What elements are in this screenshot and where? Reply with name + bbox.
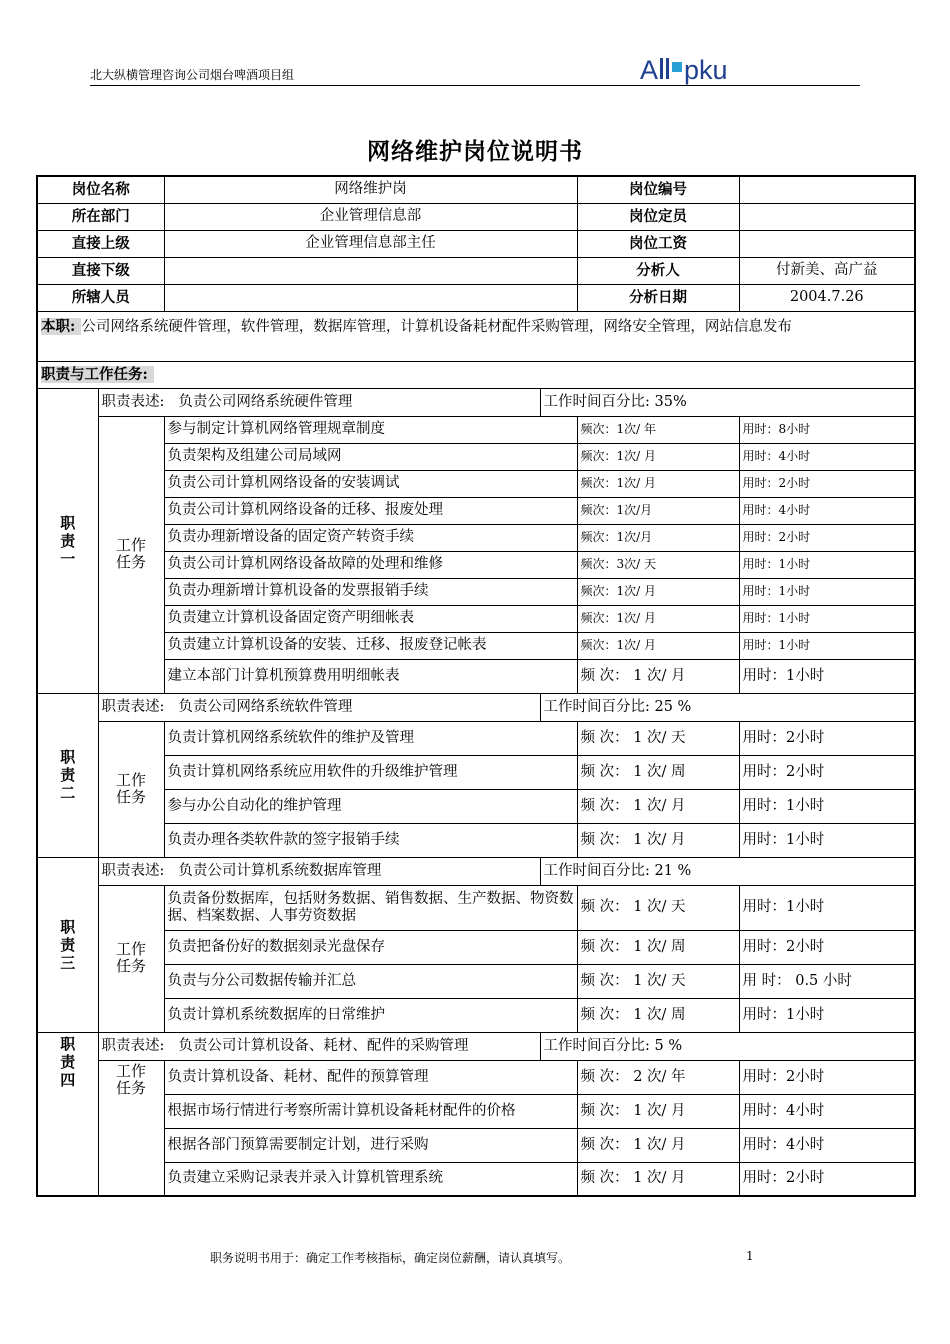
task-row (37, 443, 915, 470)
work-task-label-text: 工作任务 (115, 1061, 146, 1097)
task-duration: 用时：4小时 (739, 1128, 915, 1162)
work-task-label (98, 721, 164, 857)
task-description: 负责办理各类软件款的签字报销手续 (164, 823, 577, 857)
info-value (164, 257, 577, 284)
info-row (37, 176, 915, 203)
duty-desc-row (37, 1032, 915, 1060)
task-description: 负责公司计算机网络设备的安装调试 (164, 470, 577, 497)
info-row (37, 257, 915, 284)
duty-description (98, 693, 540, 721)
task-description: 负责建立采购记录表并录入计算机管理系统 (164, 1162, 577, 1196)
duty-name-text: 职责三 (60, 917, 76, 972)
task-frequency: 频 次： 1 次/ 月 (577, 1094, 739, 1128)
info-value (739, 230, 915, 257)
duty-description (98, 388, 540, 416)
task-description: 负责办理新增计算机设备的发票报销手续 (164, 578, 577, 605)
allpku-logo (638, 52, 753, 88)
work-task-label (98, 885, 164, 1032)
job-description-table (36, 175, 916, 1197)
task-row (37, 1094, 915, 1128)
duty-name-text: 职责四 (60, 1034, 76, 1089)
info-value: 付新美、高广益 (739, 257, 915, 284)
task-row (37, 823, 915, 857)
duty-name-text: 职责一 (60, 513, 76, 568)
task-description: 负责与分公司数据传输并汇总 (164, 964, 577, 998)
info-row (37, 203, 915, 230)
task-row (37, 964, 915, 998)
task-frequency: 频 次： 1 次/ 天 (577, 721, 739, 755)
document-title: 网络维护岗位说明书 (367, 138, 583, 165)
task-frequency: 频次：1次/ 月 (577, 605, 739, 632)
section-label: 职责与工作任务: (41, 366, 154, 383)
task-duration: 用时：1小时 (739, 578, 915, 605)
task-frequency: 频次：1次/ 月 (577, 632, 739, 659)
task-duration: 用 时： 0.5 小时 (739, 964, 915, 998)
task-frequency: 频 次： 1 次/ 月 (577, 823, 739, 857)
summary-label: 本职: (41, 318, 81, 335)
task-frequency: 频 次： 1 次/ 周 (577, 755, 739, 789)
info-value (164, 284, 577, 311)
task-row (37, 578, 915, 605)
task-frequency: 频 次： 2 次/ 年 (577, 1060, 739, 1094)
info-label: 所在部门 (37, 203, 164, 230)
task-frequency: 频次：1次/ 月 (577, 443, 739, 470)
task-row (37, 497, 915, 524)
duty-desc-row (37, 388, 915, 416)
task-row (37, 789, 915, 823)
task-duration: 用时：2小时 (739, 470, 915, 497)
work-task-label-text: 工作任务 (115, 770, 146, 806)
task-row (37, 605, 915, 632)
duty-desc-label: 职责表述: (101, 393, 165, 410)
info-label: 分析人 (577, 257, 739, 284)
task-description: 负责计算机网络系统软件的维护及管理 (164, 721, 577, 755)
task-duration: 用时：4小时 (739, 497, 915, 524)
task-frequency: 频 次： 1 次/ 月 (577, 1128, 739, 1162)
task-description: 负责备份数据库，包括财务数据、销售数据、生产数据、物资数据、档案数据、人事劳资数据 (164, 885, 577, 930)
time-percentage: 工作时间百分比: 25 % (540, 693, 915, 721)
task-description: 负责计算机设备、耗材、配件的预算管理 (164, 1060, 577, 1094)
work-task-label (98, 416, 164, 693)
task-row (37, 930, 915, 964)
info-value: 企业管理信息部主任 (164, 230, 577, 257)
info-value (739, 203, 915, 230)
task-frequency: 频 次： 1 次/ 月 (577, 659, 739, 693)
task-description: 参与办公自动化的维护管理 (164, 789, 577, 823)
task-description: 负责建立计算机设备的安装、迁移、报废登记帐表 (164, 632, 577, 659)
duty-name (37, 857, 98, 1032)
task-duration: 用时：8小时 (739, 416, 915, 443)
duty-name (37, 693, 98, 857)
task-duration: 用时：1小时 (739, 551, 915, 578)
task-frequency: 频次：1次/月 (577, 497, 739, 524)
info-label: 岗位名称 (37, 176, 164, 203)
task-row (37, 551, 915, 578)
page-number: 1 (746, 1249, 754, 1263)
footer-note: 职务说明书用于：确定工作考核指标，确定岗位薪酬，请认真填写。 (210, 1251, 571, 1265)
info-label: 直接下级 (37, 257, 164, 284)
svg-text:pku: pku (684, 55, 728, 85)
time-percentage: 工作时间百分比: 5 % (540, 1032, 915, 1060)
task-row (37, 721, 915, 755)
task-row (37, 470, 915, 497)
task-frequency: 频 次： 1 次/ 周 (577, 998, 739, 1032)
duty-desc-text: 负责公司网络系统硬件管理 (178, 393, 353, 410)
info-value: 企业管理信息部 (164, 203, 577, 230)
task-description: 负责计算机系统数据库的日常维护 (164, 998, 577, 1032)
info-label: 岗位定员 (577, 203, 739, 230)
time-percentage: 工作时间百分比: 21 % (540, 857, 915, 885)
duty-desc-text: 负责公司计算机设备、耗材、配件的采购管理 (178, 1037, 469, 1054)
task-duration: 用时：1小时 (739, 885, 915, 930)
task-description: 负责计算机网络系统应用软件的升级维护管理 (164, 755, 577, 789)
task-duration: 用时：2小时 (739, 524, 915, 551)
task-duration: 用时：2小时 (739, 755, 915, 789)
work-task-label (98, 1060, 164, 1196)
task-row (37, 1128, 915, 1162)
duty-description (98, 1032, 540, 1060)
duty-description (98, 857, 540, 885)
task-duration: 用时：1小时 (739, 789, 915, 823)
task-frequency: 频次：1次/ 月 (577, 578, 739, 605)
info-value (739, 176, 915, 203)
task-description: 建立本部门计算机预算费用明细帐表 (164, 659, 577, 693)
info-label: 岗位工资 (577, 230, 739, 257)
task-duration: 用时：1小时 (739, 823, 915, 857)
task-description: 根据各部门预算需要制定计划，进行采购 (164, 1128, 577, 1162)
task-duration: 用时：2小时 (739, 1060, 915, 1094)
task-frequency: 频 次： 1 次/ 周 (577, 930, 739, 964)
company-name: 北大纵横管理咨询公司烟台啤酒项目组 (90, 68, 295, 82)
task-description: 负责公司计算机网络设备故障的处理和维修 (164, 551, 577, 578)
task-frequency: 频次：1次/ 月 (577, 470, 739, 497)
duty-desc-text: 负责公司计算机系统数据库管理 (178, 862, 382, 879)
task-row (37, 998, 915, 1032)
task-duration: 用时：1小时 (739, 605, 915, 632)
info-label: 分析日期 (577, 284, 739, 311)
task-duration: 用时：1小时 (739, 659, 915, 693)
task-frequency: 频次：3次/ 天 (577, 551, 739, 578)
info-label: 岗位编号 (577, 176, 739, 203)
task-row (37, 659, 915, 693)
task-duration: 用时：1小时 (739, 998, 915, 1032)
task-description: 根据市场行情进行考察所需计算机设备耗材配件的价格 (164, 1094, 577, 1128)
summary-text: 公司网络系统硬件管理，软件管理，数据库管理，计算机设备耗材配件采购管理，网络安全管理，网站信息发布 (81, 318, 792, 335)
work-task-label-text: 工作任务 (115, 536, 146, 571)
duty-desc-text: 负责公司网络系统软件管理 (178, 698, 353, 715)
task-duration: 用时：4小时 (739, 1094, 915, 1128)
task-duration: 用时：2小时 (739, 721, 915, 755)
task-duration: 用时：2小时 (739, 930, 915, 964)
task-row (37, 1060, 915, 1094)
task-description: 负责把备份好的数据刻录光盘保存 (164, 930, 577, 964)
section-label-cell (37, 361, 915, 388)
duty-desc-label: 职责表述: (101, 1037, 165, 1054)
summary-cell (37, 311, 915, 361)
duty-desc-label: 职责表述: (101, 698, 165, 715)
task-row (37, 1162, 915, 1196)
task-row (37, 755, 915, 789)
task-description: 负责架构及组建公司局域网 (164, 443, 577, 470)
duty-name-text: 职责二 (60, 748, 76, 802)
svg-text:A: A (640, 55, 659, 85)
task-duration: 用时：2小时 (739, 1162, 915, 1196)
task-frequency: 频次：1次/ 年 (577, 416, 739, 443)
task-frequency: 频 次： 1 次/ 月 (577, 789, 739, 823)
info-value: 2004.7.26 (739, 284, 915, 311)
task-row (37, 416, 915, 443)
page-header (90, 55, 860, 86)
task-row (37, 524, 915, 551)
task-row (37, 885, 915, 930)
task-duration: 用时：1小时 (739, 632, 915, 659)
info-row (37, 230, 915, 257)
duty-desc-row (37, 857, 915, 885)
task-frequency: 频次：1次/月 (577, 524, 739, 551)
info-value: 网络维护岗 (164, 176, 577, 203)
task-description: 参与制定计算机网络管理规章制度 (164, 416, 577, 443)
work-task-label-text: 工作任务 (115, 940, 146, 975)
task-frequency: 频 次： 1 次/ 天 (577, 885, 739, 930)
duty-name (37, 388, 98, 693)
task-description: 负责建立计算机设备固定资产明细帐表 (164, 605, 577, 632)
task-duration: 用时：4小时 (739, 443, 915, 470)
task-frequency: 频 次： 1 次/ 天 (577, 964, 739, 998)
info-row (37, 284, 915, 311)
time-percentage: 工作时间百分比: 35% (540, 388, 915, 416)
task-description: 负责公司计算机网络设备的迁移、报废处理 (164, 497, 577, 524)
duty-desc-label: 职责表述: (101, 862, 165, 879)
task-frequency: 频 次： 1 次/ 月 (577, 1162, 739, 1196)
task-row (37, 632, 915, 659)
duty-desc-row (37, 693, 915, 721)
task-description: 负责办理新增设备的固定资产转资手续 (164, 524, 577, 551)
info-label: 直接上级 (37, 230, 164, 257)
info-label: 所辖人员 (37, 284, 164, 311)
duty-name (37, 1032, 98, 1196)
